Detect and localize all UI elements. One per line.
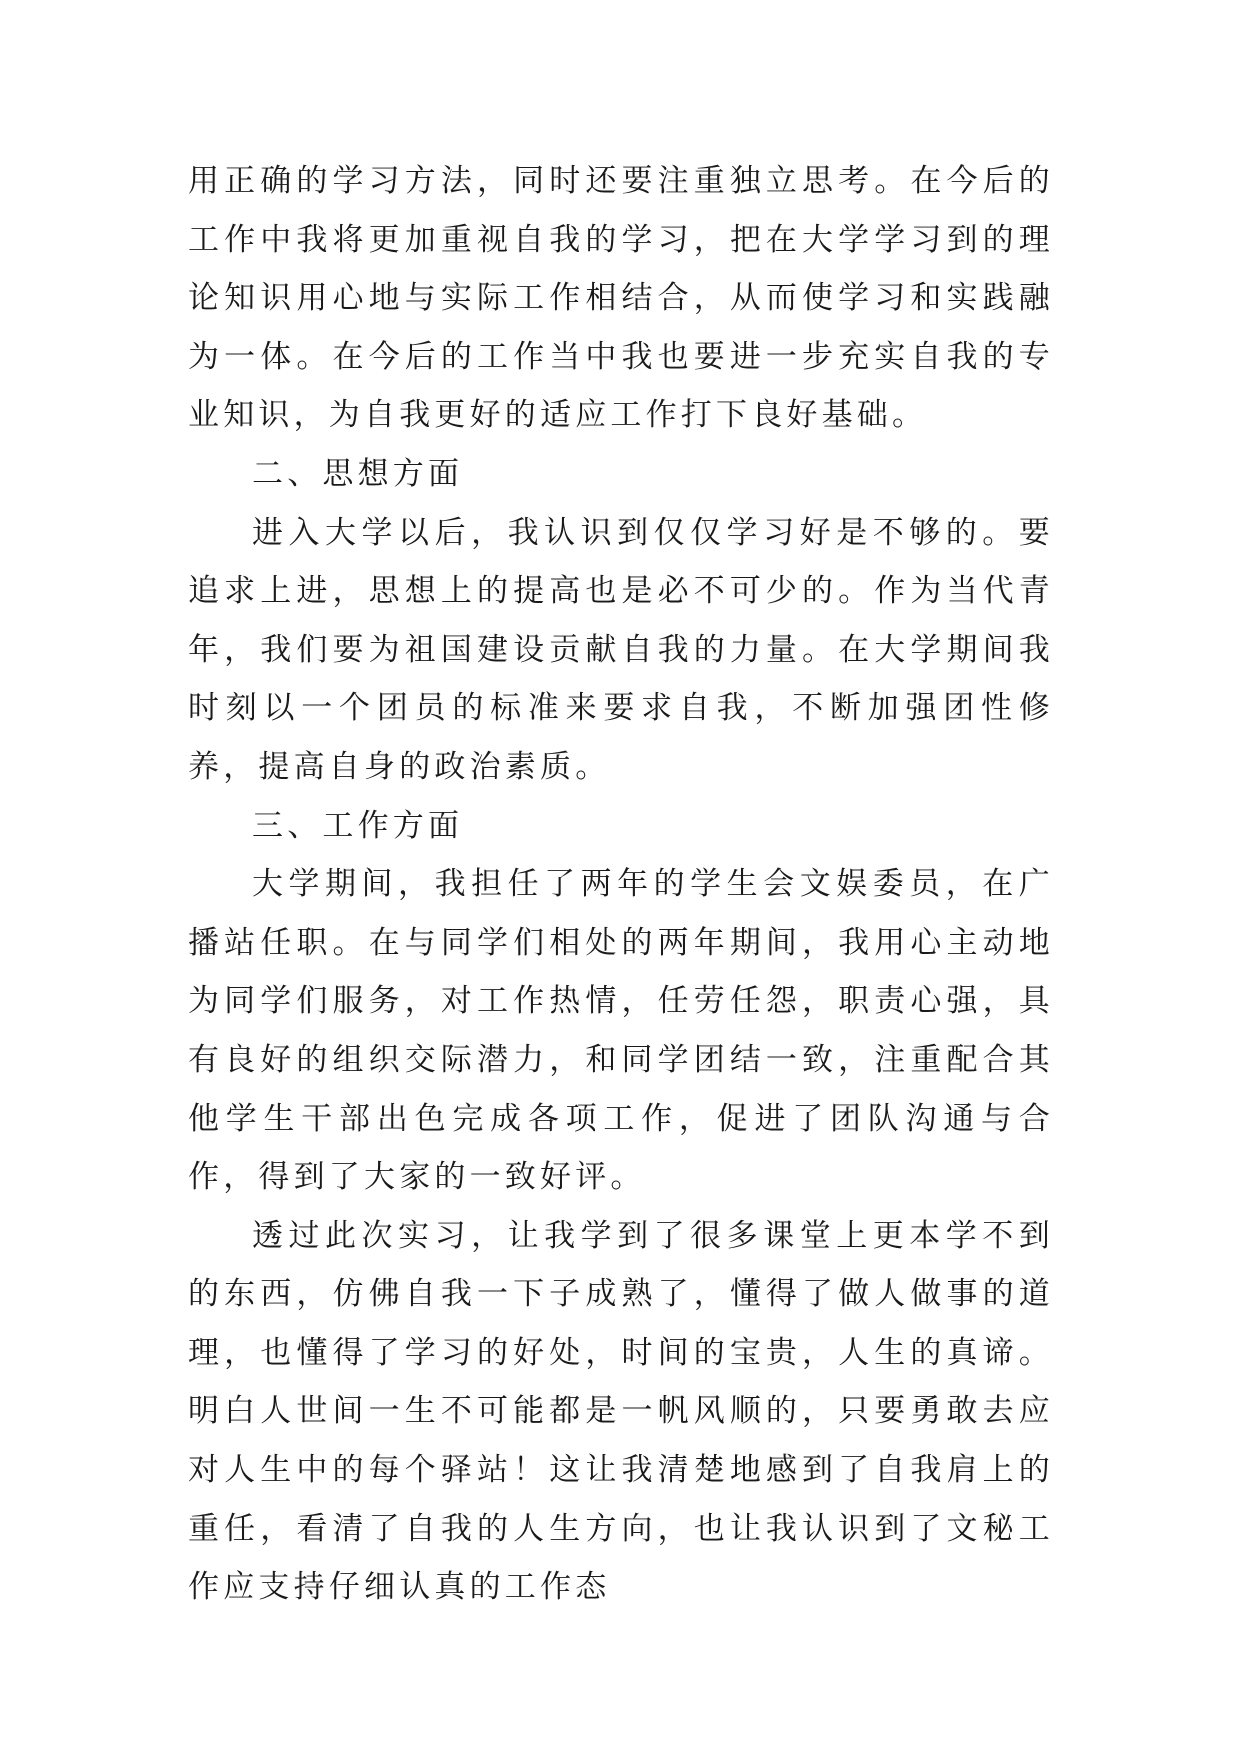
paragraph-internship-reflection: 透过此次实习，让我学到了很多课堂上更本学不到的东西，仿佛自我一下子成熟了，懂得了做人做事的道理，也懂得了学习的好处，时间的宝贵，人生的真谛。明白人世间一生不可能都是一帆风顺的，只要勇敢去应对人生中的每个驿站！这让我清楚地感到了自我肩上的重任，看清了自我的人生方向，也让我认识到了文秘工作应支持仔细认真的工作态 [188, 1217, 1054, 1606]
section-heading-work: 三、工作方面 [252, 807, 464, 844]
paragraph-thought: 进入大学以后，我认识到仅仅学习好是不够的。要追求上进，思想上的提高也是必不可少的。作为当代青年，我们要为祖国建设贡献自我的力量。在大学期间我时刻以一个团员的标准来要求自我，不断加强团性修养，提高自身的政治素质。 [188, 514, 1054, 785]
section-heading-thought: 二、思想方面 [252, 455, 464, 492]
paragraph-work: 大学期间，我担任了两年的学生会文娱委员，在广播站任职。在与同学们相处的两年期间，我用心主动地为同学们服务，对工作热情，任劳任怨，职责心强，具有良好的组织交际潜力，和同学团结一致，注重配合其他学生干部出色完成各项工作，促进了团队沟通与合作，得到了大家的一致好评。 [188, 866, 1054, 1196]
paragraph-study-continued: 用正确的学习方法，同时还要注重独立思考。在今后的工作中我将更加重视自我的学习，把在大学学习到的理论知识用心地与实际工作相结合，从而使学习和实践融为一体。在今后的工作当中我也要进一步充实自我的专业知识，为自我更好的适应工作打下良好基础。 [188, 163, 1054, 434]
document-body [188, 152, 1054, 1617]
